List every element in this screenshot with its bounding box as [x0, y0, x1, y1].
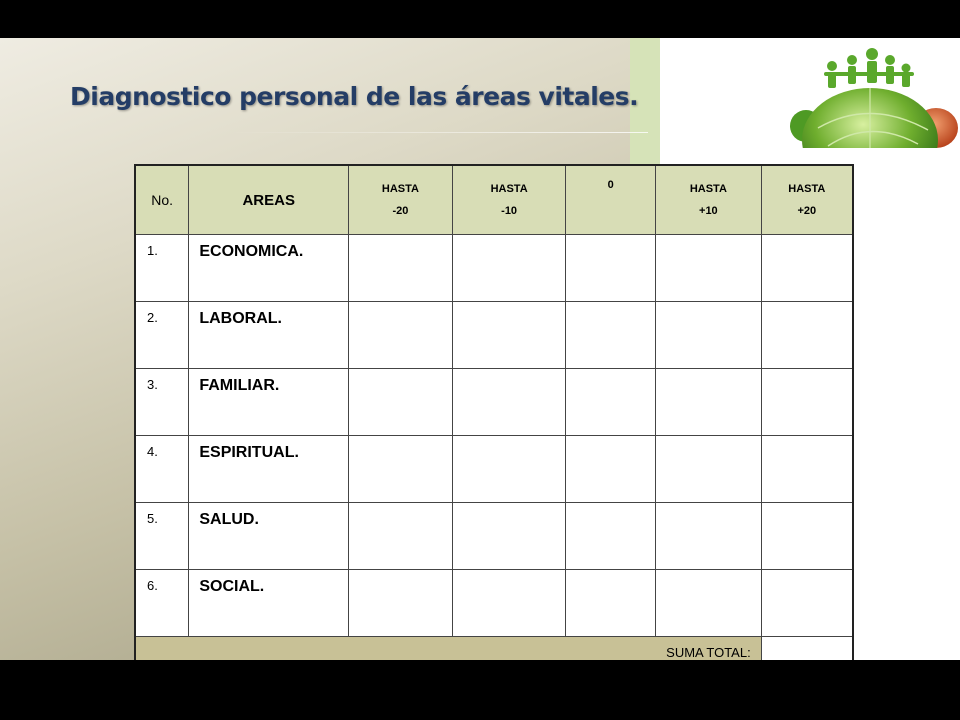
score-cell[interactable] [349, 436, 453, 503]
header-no: No. [135, 165, 189, 235]
row-area-label: SOCIAL. [189, 570, 349, 637]
score-cell[interactable] [656, 369, 762, 436]
table-header-row [135, 165, 853, 235]
table-row [135, 570, 853, 637]
row-area-label: LABORAL. [189, 302, 349, 369]
score-cell[interactable] [566, 369, 656, 436]
table-row [135, 369, 853, 436]
score-cell[interactable] [566, 302, 656, 369]
score-cell[interactable] [349, 369, 453, 436]
score-cell[interactable] [349, 235, 453, 302]
score-cell[interactable] [566, 570, 656, 637]
header-scale-zero: 0 [566, 165, 656, 235]
score-cell[interactable] [656, 302, 762, 369]
row-number: 3. [135, 369, 189, 436]
people-on-globe-logo [788, 48, 958, 148]
score-cell[interactable] [656, 235, 762, 302]
score-cell[interactable] [349, 503, 453, 570]
total-row [135, 637, 853, 661]
score-cell[interactable] [566, 436, 656, 503]
row-number: 5. [135, 503, 189, 570]
row-area-label: SALUD. [189, 503, 349, 570]
row-number: 4. [135, 436, 189, 503]
score-cell[interactable] [761, 436, 853, 503]
row-area-label: ESPIRITUAL. [189, 436, 349, 503]
score-cell[interactable] [349, 302, 453, 369]
row-number: 1. [135, 235, 189, 302]
score-cell[interactable] [656, 503, 762, 570]
score-cell[interactable] [452, 369, 566, 436]
table-row [135, 503, 853, 570]
score-cell[interactable] [452, 235, 566, 302]
header-scale-plus-10: HASTA +10 [656, 165, 762, 235]
row-area-label: ECONOMICA. [189, 235, 349, 302]
table-row [135, 235, 853, 302]
score-cell[interactable] [761, 503, 853, 570]
score-cell[interactable] [349, 570, 453, 637]
score-cell[interactable] [656, 436, 762, 503]
header-areas: AREAS [189, 165, 349, 235]
row-number: 2. [135, 302, 189, 369]
header-scale-minus-20: HASTA -20 [349, 165, 453, 235]
row-number: 6. [135, 570, 189, 637]
slide [0, 38, 960, 660]
header-scale-minus-10: HASTA -10 [452, 165, 566, 235]
slide-title: Diagnostico personal de las áreas vitales. [70, 82, 639, 111]
table-row [135, 436, 853, 503]
score-cell[interactable] [452, 436, 566, 503]
score-cell[interactable] [761, 369, 853, 436]
title-underline [228, 132, 648, 133]
score-cell[interactable] [656, 570, 762, 637]
diagnostic-table [134, 164, 854, 660]
total-label: SUMA TOTAL: [135, 637, 761, 661]
score-cell[interactable] [761, 570, 853, 637]
row-area-label: FAMILIAR. [189, 369, 349, 436]
score-cell[interactable] [761, 302, 853, 369]
table-row [135, 302, 853, 369]
header-scale-plus-20: HASTA +20 [761, 165, 853, 235]
total-value-cell[interactable] [761, 637, 853, 661]
score-cell[interactable] [452, 503, 566, 570]
score-cell[interactable] [566, 503, 656, 570]
score-cell[interactable] [452, 302, 566, 369]
score-cell[interactable] [566, 235, 656, 302]
score-cell[interactable] [452, 570, 566, 637]
score-cell[interactable] [761, 235, 853, 302]
